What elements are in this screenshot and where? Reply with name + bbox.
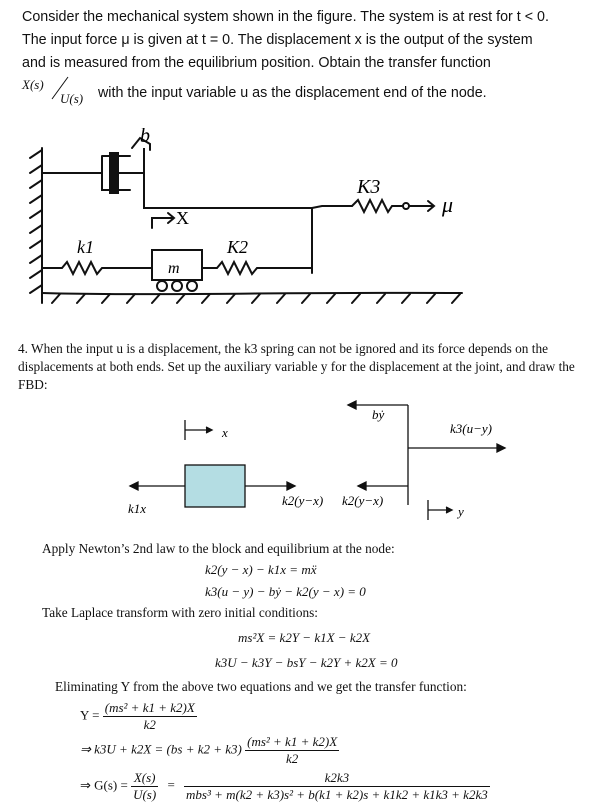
equation-4: k3U − k3Y − bsY − k2Y + k2X = 0 bbox=[215, 655, 398, 670]
eliminate-intro: Eliminating Y from the above two equations and we get the transfer function: bbox=[55, 679, 467, 694]
label-u: μ bbox=[442, 192, 454, 217]
y-expression bbox=[80, 700, 197, 733]
tf-denominator: U(s) bbox=[60, 91, 84, 106]
substitution-expression bbox=[80, 734, 339, 767]
g-denominator-1: U(s) bbox=[133, 787, 157, 802]
free-body-diagram bbox=[110, 385, 540, 525]
sub-fraction bbox=[245, 734, 339, 767]
transfer-function-inline bbox=[22, 77, 94, 105]
fbd-label-y: y bbox=[458, 504, 464, 519]
label-k3: K3 bbox=[357, 176, 381, 198]
sub-lhs: ⇒ k3U + k2X = (bs + k2 + k3) bbox=[80, 741, 242, 757]
fbd-label-k1x: k1x bbox=[128, 501, 147, 516]
equation-2: k3(u − y) − bẏ − k2(y − x) = 0 bbox=[205, 584, 366, 599]
label-x: X bbox=[176, 208, 189, 228]
fbd-label-k2yx-left: k2(y−x) bbox=[282, 493, 324, 508]
problem-line-2: The input force μ is given at t = 0. The displacement x is the output of the system bbox=[22, 32, 533, 48]
label-k2: K2 bbox=[227, 237, 249, 257]
newton-intro: Apply Newton’s 2nd law to the block and equilibrium at the node: bbox=[42, 541, 395, 556]
g-equals: = bbox=[167, 777, 175, 793]
y-numerator: (ms² + k1 + k2)X bbox=[104, 700, 195, 715]
fbd-label-x: x bbox=[222, 425, 228, 440]
sub-numerator: (ms² + k1 + k2)X bbox=[247, 734, 338, 749]
equation-3: ms²X = k2Y − k1X − k2X bbox=[238, 630, 371, 645]
problem-line-4-text: with the input variable u as the displacement end of the node. bbox=[97, 85, 487, 101]
g-lhs: ⇒ G(s) = bbox=[80, 777, 128, 793]
g-numerator-2: k2k3 bbox=[184, 770, 490, 787]
label-k1: k1 bbox=[77, 237, 94, 257]
label-b: b bbox=[140, 128, 150, 147]
fbd-label-k3uy: k3(u−y) bbox=[450, 421, 492, 436]
g-denominator-2: mbs³ + m(k2 + k3)s² + b(k1 + k2)s + k1k2 + k1k3 + k2k3 bbox=[186, 787, 488, 802]
fbd-label-by: bẏ bbox=[372, 407, 385, 422]
g-fraction-1 bbox=[131, 770, 158, 803]
g-fraction-2 bbox=[184, 770, 490, 803]
y-lhs: Y = bbox=[80, 707, 100, 723]
problem-line-3: and is measured from the equilibrium position. Obtain the transfer function bbox=[22, 55, 491, 71]
g-numerator-1: X(s) bbox=[131, 770, 158, 787]
y-denominator: k2 bbox=[143, 717, 156, 732]
label-m: m bbox=[168, 260, 180, 277]
laplace-intro: Take Laplace transform with zero initial conditions: bbox=[42, 605, 318, 620]
sub-denominator: k2 bbox=[285, 751, 299, 766]
tf-numerator: X(s) bbox=[22, 77, 44, 92]
problem-line-1: Consider the mechanical system shown in the figure. The system is at rest for t < 0. bbox=[22, 9, 549, 25]
mechanical-system-sketch bbox=[22, 128, 492, 308]
transfer-function-result bbox=[80, 770, 490, 803]
y-fraction bbox=[103, 700, 197, 733]
solution-intro: 4. When the input u is a displacement, the k3 spring can not be ignored and its force depends on the displacements at both ends. Set up the auxiliary variable y for the displacement at the joint, and draw the FBD: bbox=[18, 341, 575, 392]
equation-1: k2(y − x) − k1x = mẍ bbox=[205, 562, 317, 577]
problem-line-4 bbox=[22, 77, 588, 105]
problem-statement bbox=[22, 6, 588, 105]
fbd-label-k2yx-right: k2(y−x) bbox=[342, 493, 384, 508]
